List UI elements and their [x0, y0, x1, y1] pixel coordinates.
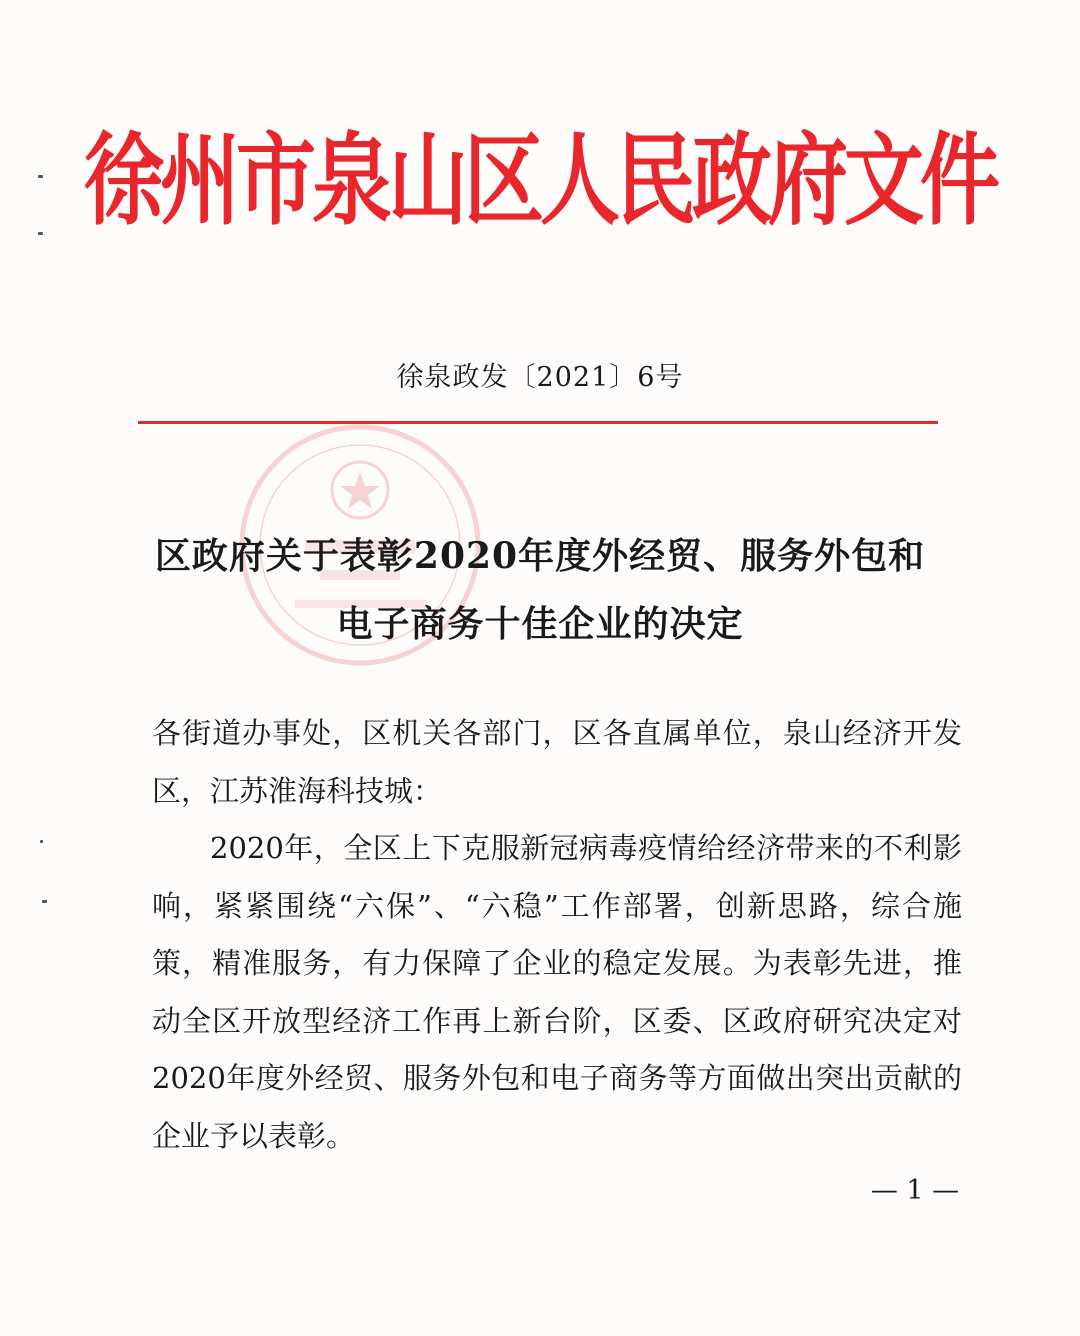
- document-number: 徐泉政发〔2021〕6号: [396, 362, 684, 393]
- decision-title-line2: 电子商务十佳企业的决定: [336, 603, 744, 645]
- scan-artifact: [38, 232, 43, 235]
- body-paragraph: 2020年，全区上下克服新冠病毒疫情给经济带来的不利影响，紧紧围绕“六保”、“六稳”工作部署，创新思路，综合施策，精准服务，有力保障了企业的稳定发展。为表彰先进，推动全区开放型经济工作再上新台阶，区委、区政府研究决定对2020年度外经贸、服务外包和电子商务等方面做出突出贡献的企业予以表彰。: [152, 831, 962, 1153]
- document-header-title: 徐州市泉山区人民政府文件: [84, 121, 996, 239]
- scan-artifact: [40, 840, 43, 843]
- scan-artifact: [42, 900, 47, 903]
- recipients-line: 各街道办事处，区机关各部门，区各直属单位，泉山经济开发区，江苏淮海科技城：: [152, 716, 962, 808]
- scan-artifact: [38, 175, 43, 178]
- page-number: — 1 —: [870, 1175, 960, 1206]
- decision-title-line1: 区政府关于表彰2020年度外经贸、服务外包和: [154, 535, 926, 577]
- body-text: [152, 705, 962, 1165]
